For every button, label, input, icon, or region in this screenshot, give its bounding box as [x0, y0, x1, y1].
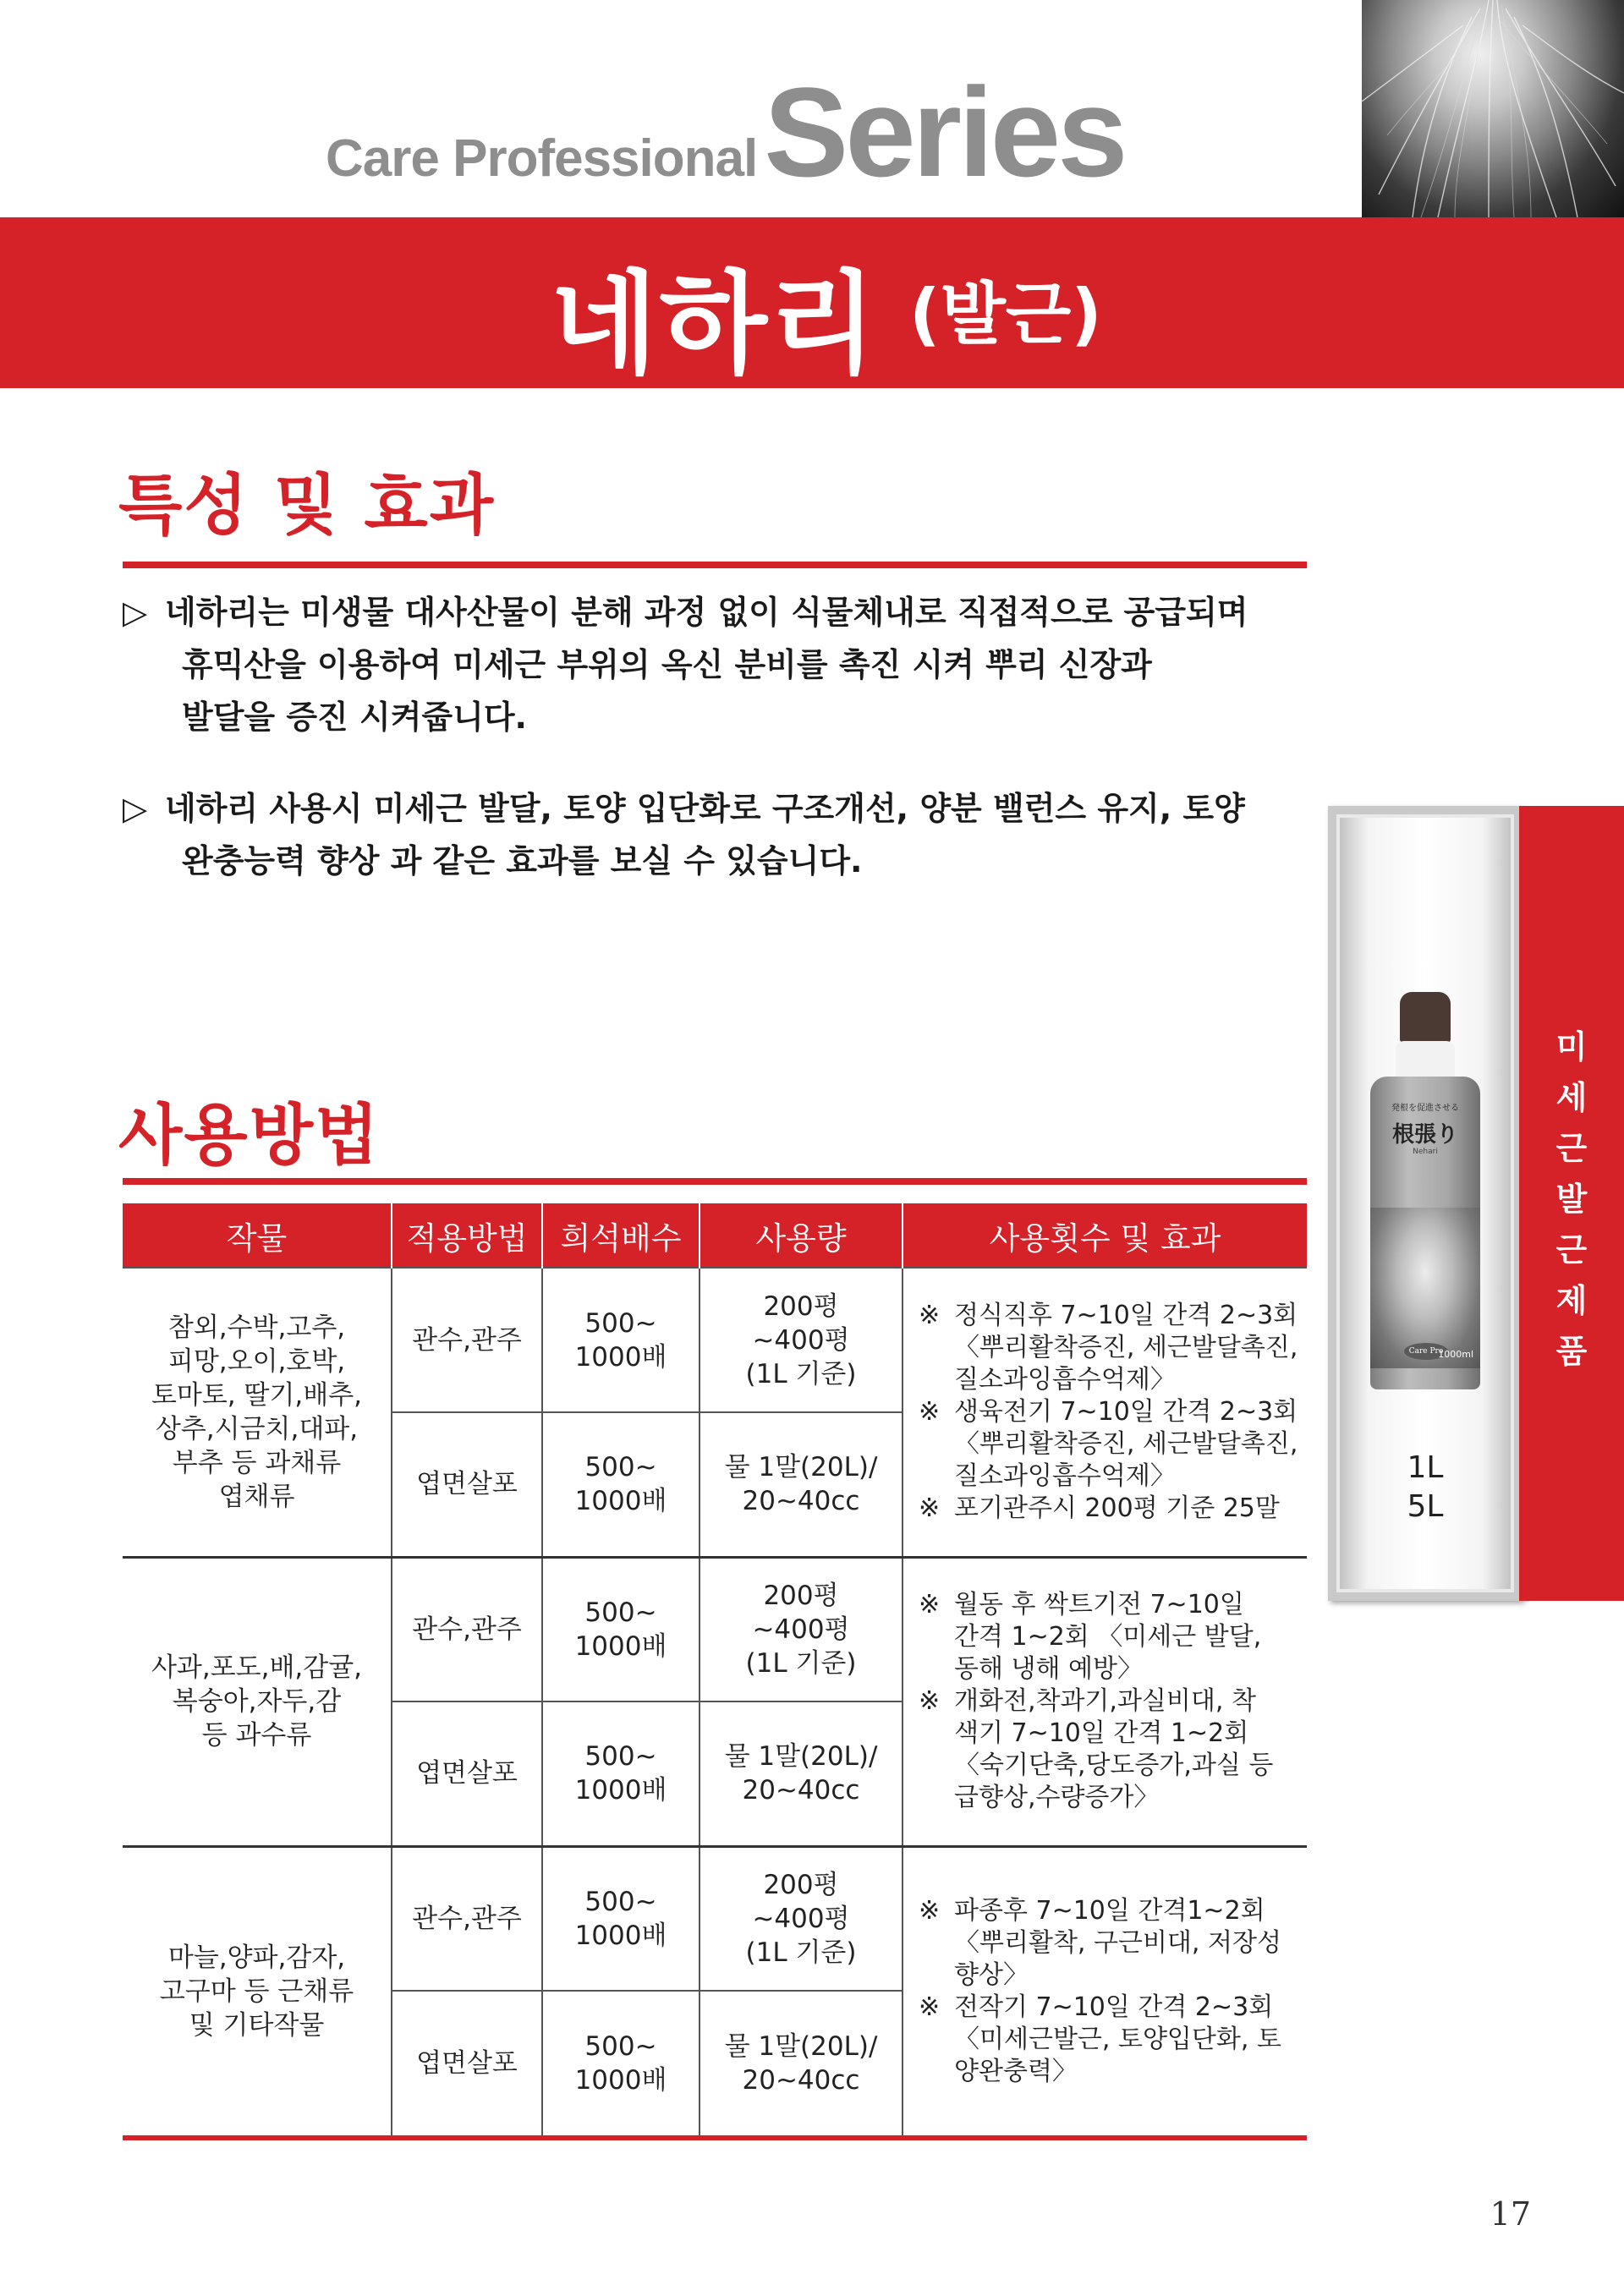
table-header-row [123, 1203, 1307, 1268]
dilution-line: 1000배 [574, 1341, 667, 1373]
amount-line: 200평 [763, 1869, 839, 1900]
dilution-line: 500~ [584, 2031, 657, 2062]
note-mark: ※ [919, 1895, 941, 1926]
effect-line: 질소과잉흡수억제〉 [954, 1460, 1176, 1491]
dilution-line: 1000배 [574, 2065, 667, 2096]
crop-line: 상추,시금치,대파, [155, 1413, 359, 1444]
feature-bullet-1 [123, 586, 1324, 743]
crop-line: 고구마 등 근채류 [159, 1975, 354, 2007]
method-cell: 관수,관주 [392, 1846, 542, 1991]
feature-bullet-1-line-3: 발달을 증진 시켜줍니다. [182, 699, 527, 736]
dilution-cell [542, 1268, 700, 1412]
table-row [123, 1846, 1307, 1991]
amount-cell [700, 1412, 903, 1557]
effect-line: 개화전,착과기,과실비대, 착 [954, 1686, 1256, 1716]
effect-line: 포기관주시 200평 기준 25말 [954, 1493, 1280, 1523]
col-header-amount: 사용량 [700, 1203, 903, 1268]
effect-line: 〈뿌리활착증진, 세근발달촉진, [954, 1332, 1298, 1362]
bottom-rule [123, 2135, 1307, 2140]
amount-line: 20~40cc [742, 2065, 860, 2096]
bottle-root-photo [1370, 1208, 1480, 1368]
feature-bullet-1-line-2: 휴믹산을 이용하여 미세근 부위의 옥신 분비를 촉진 시켜 뿌리 신장과 [182, 646, 1152, 683]
side-tab-char: 근 [1555, 1231, 1588, 1269]
effect-cell [903, 1846, 1307, 2135]
effect-line: 월동 후 싹트기전 7~10일 [954, 1590, 1244, 1619]
effect-item [919, 1300, 1298, 1396]
amount-line: 물 1말(20L)/ [724, 2031, 878, 2062]
amount-cell [700, 1991, 903, 2135]
note-mark: ※ [919, 1590, 941, 1619]
crop-line: 부추 등 과채류 [172, 1447, 342, 1478]
effect-line: 향상〉 [954, 1959, 1029, 1990]
title-band [0, 217, 1624, 388]
product-title: 네하리 [550, 260, 879, 390]
table-row [123, 1557, 1307, 1701]
dilution-cell [542, 1557, 700, 1701]
crop-line: 복숭아,자두,감 [172, 1686, 342, 1717]
method-cell: 엽면살포 [392, 1701, 542, 1846]
effect-cell [903, 1268, 1307, 1557]
series-title-small: Care Professional [326, 129, 758, 188]
effect-line: 〈뿌리활착증진, 세근발달촉진, [954, 1428, 1298, 1459]
amount-line: 물 1말(20L)/ [724, 1452, 878, 1483]
dilution-line: 1000배 [574, 1775, 667, 1806]
amount-line: 200평 [763, 1580, 839, 1611]
method-cell: 관수,관주 [392, 1557, 542, 1701]
side-tab-char: 발 [1555, 1181, 1588, 1218]
amount-cell [700, 1268, 903, 1412]
crop-line: 마늘,양파,감자, [167, 1942, 346, 1973]
effect-line: 〈뿌리활착, 구근비대, 저장성 [954, 1927, 1281, 1958]
crop-cell [123, 1268, 392, 1557]
method-cell: 엽면살포 [392, 1412, 542, 1557]
amount-cell [700, 1701, 903, 1846]
note-mark: ※ [919, 1396, 941, 1427]
note-mark: ※ [919, 1300, 941, 1330]
feature-bullet-2-line-2: 완충능력 향상 과 같은 효과를 보실 수 있습니다. [182, 842, 863, 879]
bottle-brand-logo: Care Pro [1404, 1343, 1448, 1360]
effect-line: 동해 냉해 예방〉 [954, 1654, 1143, 1684]
crop-cell [123, 1846, 392, 2135]
dilution-line: 500~ [584, 1886, 657, 1917]
amount-line: (1L 기준) [745, 1647, 857, 1679]
col-header-effect: 사용횟수 및 효과 [903, 1203, 1307, 1268]
side-tab-char: 제 [1555, 1282, 1588, 1319]
effect-line: 〈미세근발근, 토양입단화, 토 [954, 2024, 1281, 2054]
crop-line: 등 과수류 [201, 1720, 312, 1751]
crop-line: 사과,포도,배,감귤, [151, 1652, 363, 1683]
amount-line: ~400평 [752, 1903, 850, 1934]
effect-line: 〈숙기단축,당도증가,과실 등 [954, 1751, 1274, 1780]
amount-line: 물 1말(20L)/ [724, 1741, 878, 1773]
note-mark: ※ [919, 1686, 941, 1716]
usage-heading: 사용방법 [118, 1098, 381, 1174]
amount-line: ~400평 [752, 1324, 850, 1356]
bullet-marker: ▷ [123, 790, 148, 827]
effect-line: 양완충력〉 [954, 2056, 1078, 2086]
product-bottle [1370, 992, 1480, 1389]
side-tab-char: 품 [1555, 1333, 1588, 1370]
dilution-line: 500~ [584, 1452, 657, 1483]
method-cell: 관수,관주 [392, 1268, 542, 1412]
product-frame [1328, 806, 1522, 1601]
bottle-neck [1396, 1041, 1455, 1080]
side-tab-char: 미 [1555, 1028, 1588, 1066]
table-row [123, 1268, 1307, 1412]
amount-line: 200평 [763, 1290, 839, 1322]
amount-line: (1L 기준) [745, 1358, 857, 1389]
note-mark: ※ [919, 1493, 941, 1523]
dilution-line: 1000배 [574, 1486, 667, 1517]
dilution-line: 1000배 [574, 1630, 667, 1662]
series-title [326, 59, 1125, 203]
bottle-label-roman: Nehari [1413, 1148, 1438, 1156]
col-header-crop: 작물 [123, 1203, 392, 1268]
effect-item [919, 1895, 1298, 1992]
product-subtitle: (발근) [909, 275, 1102, 353]
product-size: 5L [1407, 1489, 1444, 1524]
method-cell: 엽면살포 [392, 1991, 542, 2135]
dilution-line: 1000배 [574, 1920, 667, 1951]
amount-cell [700, 1846, 903, 1991]
side-tab-label [1519, 1022, 1624, 1377]
effect-line: 전작기 7~10일 간격 2~3회 [954, 1992, 1274, 2022]
feature-bullet-2-line-1: 네하리 사용시 미세근 발달, 토양 입단화로 구조개선, 양분 밸런스 유지, 토양 [165, 790, 1245, 827]
effect-item [919, 1589, 1298, 1685]
usage-table [123, 1203, 1307, 2135]
effect-item [919, 1992, 1298, 2088]
side-tab-char: 세 [1555, 1079, 1588, 1116]
effect-line: 파종후 7~10일 간격1~2회 [954, 1895, 1265, 1926]
feature-bullet-1-line-1: 네하리는 미생물 대사산물이 분해 과정 없이 식물체내로 직접적으로 공급되며 [165, 594, 1248, 631]
amount-cell [700, 1557, 903, 1701]
amount-line: (1L 기준) [745, 1937, 857, 1968]
product-size: 1L [1407, 1450, 1444, 1485]
crop-cell [123, 1557, 392, 1846]
side-tab-char: 근 [1555, 1130, 1588, 1167]
effect-line: 간격 1~2회 〈미세근 발달, [954, 1622, 1262, 1652]
crop-line: 참외,수박,고추, [167, 1312, 346, 1343]
usage-rule [123, 1178, 1307, 1185]
dilution-cell [542, 1991, 700, 2135]
effect-line: 질소과잉흡수억제〉 [954, 1364, 1176, 1395]
amount-line: ~400평 [752, 1614, 850, 1645]
effect-line: 색기 7~10일 간격 1~2회 [954, 1718, 1249, 1748]
amount-line: 20~40cc [742, 1775, 860, 1806]
dilution-cell [542, 1701, 700, 1846]
crop-line: 토마토, 딸기,배추, [151, 1379, 363, 1411]
dilution-line: 500~ [584, 1597, 657, 1628]
side-tab [1519, 806, 1624, 1601]
bottle-label-name: 根張り [1391, 1122, 1458, 1148]
features-heading: 특성 및 효과 [118, 468, 496, 544]
effect-item [919, 1396, 1298, 1493]
crop-line: 피망,오이,호박, [167, 1345, 346, 1377]
series-title-big: Series [764, 61, 1125, 203]
effect-cell [903, 1557, 1307, 1846]
note-mark: ※ [919, 1992, 941, 2022]
root-photo [1362, 0, 1624, 217]
col-header-method: 적용방법 [392, 1203, 542, 1268]
dilution-line: 500~ [584, 1307, 657, 1339]
effect-line: 정식직후 7~10일 간격 2~3회 [954, 1300, 1298, 1330]
effect-item [919, 1685, 1298, 1814]
dilution-line: 500~ [584, 1741, 657, 1773]
bullet-marker: ▷ [123, 594, 148, 631]
bottle-volume: 1000ml [1438, 1349, 1473, 1360]
dilution-cell [542, 1412, 700, 1557]
bottle-cap [1400, 992, 1451, 1043]
crop-line: 엽채류 [218, 1481, 295, 1512]
col-header-dilution: 희석배수 [542, 1203, 700, 1268]
features-rule [123, 562, 1307, 568]
effect-item [919, 1493, 1298, 1525]
bottle-body [1370, 1077, 1480, 1389]
effect-line: 급향상,수량증가〉 [954, 1783, 1160, 1812]
feature-bullet-2 [123, 782, 1324, 887]
bottle-label-top: 発根を促進させる [1391, 1104, 1459, 1113]
effect-line: 생육전기 7~10일 간격 2~3회 [954, 1396, 1298, 1427]
amount-line: 20~40cc [742, 1486, 860, 1517]
crop-line: 및 기타작물 [189, 2009, 325, 2041]
page-number: 17 [1490, 2195, 1531, 2233]
dilution-cell [542, 1846, 700, 1991]
product-sizes [1336, 1449, 1514, 1526]
